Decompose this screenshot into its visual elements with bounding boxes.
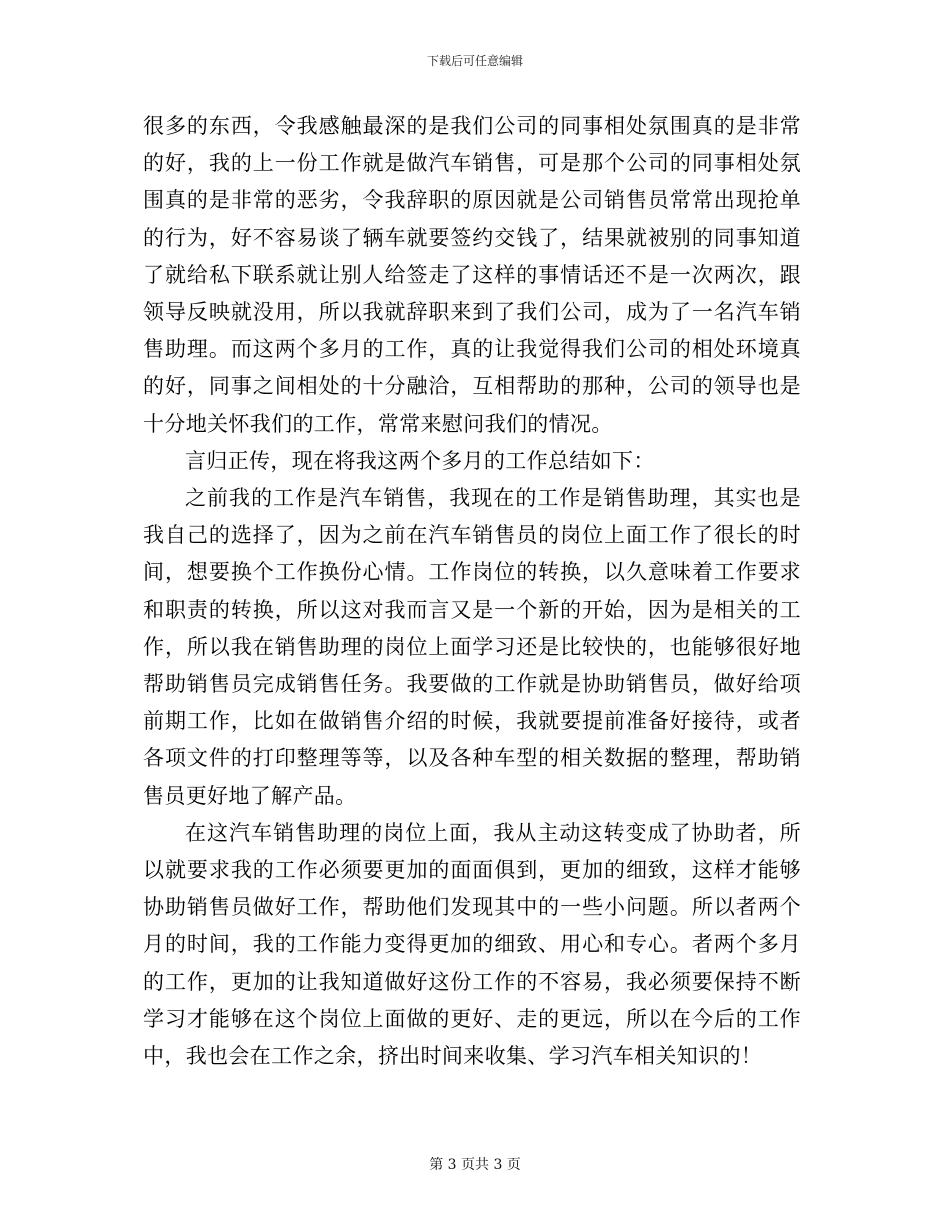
paragraph-previous-work: 之前我的工作是汽车销售，我现在的工作是销售助理，其实也是我自己的选择了，因为之前在汽车销售员的岗位上面工作了很长的时间，想要换个工作换份心情。工作岗位的转换，以久意味着工作要求和职责的转换，所以这对我而言又是一个新的开始，因为是相关的工作，所以我在销售助理的岗位上面学习还是比较快的，也能够很好地帮助销售员完成销售任务。我要做的工作就是协助销售员，做好给项前期工作，比如在做销售介绍的时候，我就要提前准备好接待，或者各项文件的打印整理等等，以及各种车型的相关数据的整理，帮助销售员更好地了解产品。	[143, 486, 801, 808]
paragraph-current-role: 在这汽车销售助理的岗位上面，我从主动这转变成了协助者，所以就要求我的工作必须要更加的面面俱到，更加的细致，这样才能够协助销售员做好工作，帮助他们发现其中的一些小问题。所以者两个月的时间，我的工作能力变得更加的细致、用心和专心。者两个多月的工作，更加的让我知道做好这份工作的不容易，我必须要保持不断学习才能够在这个岗位上面做的更好、走的更远，所以在今后的工作中，我也会在工作之余，挤出时间来收集、学习汽车相关知识的！	[143, 820, 801, 1069]
paragraph-transition: 言归正传，现在将我这两个多月的工作总结如下：	[185, 448, 655, 473]
paragraph-continuation: 很多的东西，令我感触最深的是我们公司的同事相处氛围真的是非常的好，我的上一份工作就是做汽车销售，可是那个公司的同事相处氛围真的是非常的恶劣，令我辞职的原因就是公司销售员常常出现抢单的行为，好不容易谈了辆车就要签约交钱了，结果就被别的同事知道了就给私下联系就让别人给签走了这样的事情话还不是一次两次，跟领导反映就没用，所以我就辞职来到了我们公司，成为了一名汽车销售助理。而这两个多月的工作，真的让我觉得我们公司的相处环境真的好，同事之间相处的十分融洽，互相帮助的那种，公司的领导也是十分地关怀我们的工作，常常来慰问我们的情况。	[143, 114, 801, 436]
page-header: 下载后可任意编辑	[426, 54, 523, 68]
document-body	[143, 108, 801, 1075]
page-footer: 第 3 页共 3 页	[429, 1157, 521, 1173]
